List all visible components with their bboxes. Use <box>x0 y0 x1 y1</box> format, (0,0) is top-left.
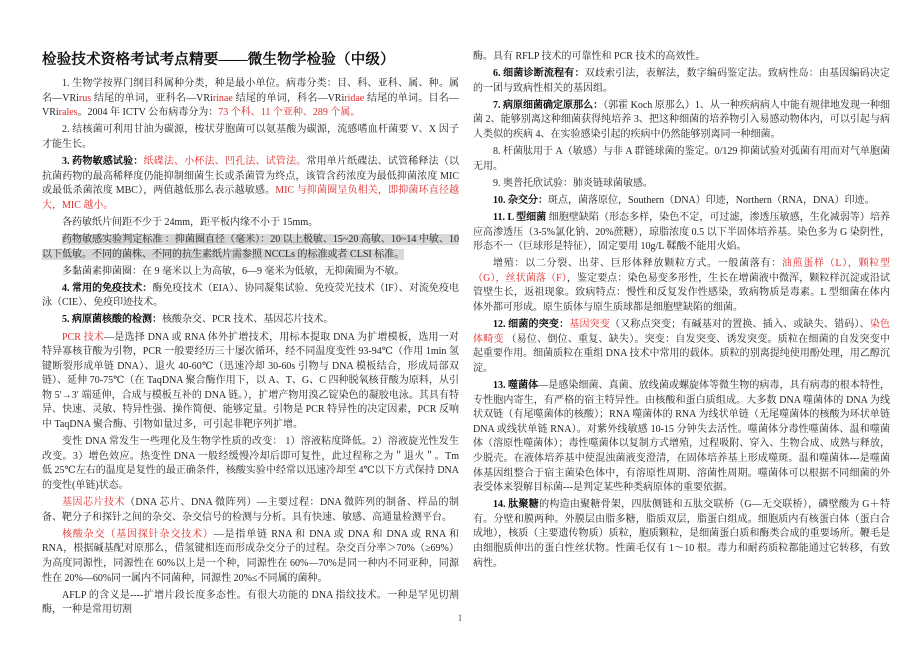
text-run: PCR 技术 <box>62 331 105 343</box>
text-run: 1. 生物学按界门纲目科属种分类，种是最小单位。病毒分类：目、科、亚科、属、种。属名—VRi <box>42 78 459 104</box>
text-run: 染色体畸变 <box>473 319 891 345</box>
text-run: 13. 噬菌体 <box>493 379 539 391</box>
paragraph <box>473 50 890 65</box>
text-run: 药物敏感实验判定标准 ：抑菌圈直径（毫米）：20 以上极敏、15~20 高敏、10~14 中敏、10 以下低敏。不同的菌株、不同的抗生素纸片需参照 NCCLs 的标准或者 CLSI 标准。 <box>42 233 459 260</box>
text-run: 4. 常用的免疫技术： <box>62 282 153 294</box>
text-run: rinae <box>212 92 233 104</box>
text-run: ridae <box>344 92 365 104</box>
paragraph <box>473 99 890 143</box>
text-run: （郭霍 Koch 原那么）1、从一种疾病病人中能有规律地发现一种细菌 2、能够别离这种细菌获得纯培养 3、把这种细菌的培养物引入易感动物体内，可以引起与病人类似的疾病 4、在实验感染引起的疾病中仍然能够别离同一种细菌。 <box>473 99 890 140</box>
paragraph <box>42 155 459 213</box>
text-run: 酶。具有 RFLP 技术的可靠性和 PCR 技术的高效性。 <box>473 51 706 62</box>
paragraph <box>42 265 459 280</box>
text-run: 8. 杆菌肽用于 A（敏感）与非 A 群链球菌的鉴定。0/129 抑菌试验对弧菌有用而对气单胞菌无用。 <box>473 146 890 172</box>
paragraph <box>42 331 459 433</box>
text-run: —是感染细菌、真菌、放线菌或螺旋体等微生物的病毒，具有病毒的根本特性，专性胞内寄生，有严格的宿主特异性。由核酸和蛋白质组成。大多数 DNA 噬菌体的 DNA 为线状双链（有尾噬菌体的核酸）；RNA 噬菌体的 RNA 为线状单链（无尾噬菌体的核酸为环状单链 DNA 或线状单链 RNA）。对紫外线敏感 10-15 分钟失去活性。噬菌体分毒性噬菌体、温和噬菌体（溶原性噬菌体）；毒性噬菌体以复制方式增殖，过程吸附、穿入、生物合成、成熟与释放，少脱壳。在液体培养基中使混浊菌液变澄清，在固体培养基上形成噬斑。温和噬菌体---是噬菌体基因组整合于宿主菌染色体中，有溶原性周期、溶菌性周期。噬菌体可以根据不同细菌的外表受体来裂解目标菌---是判定某些种类病原体的重要依据。 <box>473 379 891 494</box>
text-run: 结尾的单词。目名—VRi <box>42 92 459 119</box>
paragraph <box>473 257 890 315</box>
text-run: rales <box>58 107 78 119</box>
text-run: 多黏菌素抑菌圈：在 9 毫米以上为高敏，6—9 毫米为低敏，无抑菌圈为不敏。 <box>62 265 405 277</box>
text-run: 2. 结核菌可利用甘油为碳源，梭状芽胞菌可以氨基酸为碳源，流感嗜血杆菌要 V、X 因子才能生长。 <box>42 124 459 150</box>
paragraph <box>42 528 459 586</box>
text-run: 纸碟法、小杯法、凹孔法、试管法。 <box>143 155 307 167</box>
paragraph <box>42 123 459 152</box>
text-run: 结尾的单词，科名—VRi <box>232 92 345 104</box>
text-run: 10. 杂交分： <box>493 194 548 206</box>
text-run: 73 个科、11 个亚种、289 个属。 <box>218 107 361 119</box>
text-run: 各药敏纸片间距不少于 24mm，距平板内缘不小于 15mm。 <box>62 216 319 228</box>
text-run: 14. 肽聚糖 <box>493 499 540 511</box>
paragraph <box>473 211 890 255</box>
text-run: 5. 病原菌核酸的检测： <box>62 314 162 326</box>
paragraph <box>473 379 890 496</box>
paragraph <box>473 318 890 376</box>
text-run: 11. L 型细菌 <box>493 211 547 223</box>
paragraph <box>42 216 459 231</box>
text-run: 核酸杂交（基因探针杂交技术） <box>62 528 214 540</box>
text-run: 9. 奥普托欣试验：肺炎链球菌敏感。 <box>493 177 653 189</box>
text-run: 7. 病原细菌确定原那么： <box>493 99 604 111</box>
text-run: 变性 DNA 常发生一些理化及生物学性质的改变： 1）溶液粘度降低。2）溶液旋光性发生改变。3）增色效应。热变性 DNA 一般经缓慢冷却后即可复性，此过程称之为＂退火＂。Tm 低 25℃左右的温度是复性的最正确条件，核酸实验中经常以迅速冷却至 4℃以下方式保持 DNA 的变性(单链)状态。 <box>42 436 459 491</box>
page-number: 1 <box>457 613 463 623</box>
paragraph <box>473 498 890 571</box>
text-run: —是选择 DNA 或 RNA 体外扩增技术，用标本提取 DNA 为扩增模板，选用一对特异寡核苷酸为引物，PCR 一般要经历三十屡次循环，经不同温度变性 93-94℃（作用 1min 氢键断裂形成单链 DNA）、退火 40-60℃（迅速冷却 30-60s 引物与 DNA 模板结合，形成局部双链）、延伸 70-75℃（在 TaqDNA 聚合酶作用下，以 A、T、G、C 四种脱氧核苷酸为原料，从引物 5′→3′ 端延伸，合成与模板互补的 DNA 链。），扩增产物用溴乙锭染色的凝胶电泳。其具有特异、快速、灵敏、特异性强、操作简便、能够定量。引物是 PCR 特异性的决定因素，PCR 反响中 TaqDNA 聚合酶、引物如量过多，可引起非靶序列扩增。 <box>42 331 459 431</box>
paragraph <box>42 313 459 328</box>
text-run: AFLP 的含义是----扩增片段长度多态性。有很大功能的 DNA 指纹技术。一种是罕见切割酶，一种是常用切割 <box>42 589 459 616</box>
text-run: 基因突变 <box>569 319 611 331</box>
text-run: 核酸杂交、PCR 技术、基因芯片技术。 <box>162 314 334 326</box>
text-run: 。2004 年 ICTV 公布病毒分为： <box>77 107 219 119</box>
text-run: 结尾的单词，亚科名—VRi <box>91 92 213 104</box>
text-run: 3. 药物敏感试验： <box>62 155 144 167</box>
column-left <box>42 50 459 620</box>
text-run: 油煎蛋样（L），颗粒型（G），丝状菌落（F） <box>473 258 891 284</box>
text-run: 斑点，菌落原位，Southern（DNA）印迹，Northern（RNA，DNA）印迹。 <box>548 194 875 206</box>
text-run: 常用单片纸碟法、试管稀释法（以抗菌药物的最高稀释度仍能抑制细菌生长或杀菌管为终点，该管含药浓度为最低抑菌浓度 MIC 或最低杀菌浓度 MBC），两值越低那么表示越敏感。 <box>42 155 460 197</box>
page-title: 检验技术资格考试考点精要——微生物学检验（中级） <box>42 52 395 68</box>
paragraph <box>42 435 459 493</box>
text-run: 增殖：以二分裂、出芽、巨形体释放颗粒方式。一般菌落有： <box>493 258 782 270</box>
text-run: 12. 细菌的突变： <box>493 319 570 331</box>
paragraph <box>473 177 890 192</box>
text-run: ，鉴定要点：染色易变多形性，生长在增菌液中微浑，颗粒样沉淀或沿试管壁生长，返祖现象。致病特点：慢性和反复发作性感染，致病物质是毒素。L 型细菌在体内体外都可形成。原生质体与原生质球都是细胞壁缺陷的细菌。 <box>473 272 890 313</box>
text-run: 6. 细菌诊断流程有： <box>493 68 585 80</box>
text-run: 酶免疫技术（EIA）、协同凝集试验、免疫荧光技术（IF）、对流免疫电泳（CIE）、免疫印迹技术。 <box>42 282 460 309</box>
text-run: 的构造由聚糖骨架，四肽侧链和五肽交联桥（G—无交联桥），磷壁酸为 G＋特有。分壁和膜两种。外膜层由脂多糖，脂质双层，脂蛋白组成。细胞质内有核蛋白体（蛋白合成地），核质（主要遗传物质）质粒，胞质颗粒，是细菌蛋白质和酶类合成的重要场所。鞭毛是由细胞质伸出的蛋白性丝状物。性菌毛仅有 1～10 根。毒力和耐药质粒都能通过它转移，有致病性。 <box>473 499 890 569</box>
text-run: 细胞壁缺陷（形态多样，染色不定，可过滤，渗透压敏感，生化减弱等）培养应高渗透压（3-5%氯化钠、20%蔗糖），琼脂浓度 0.5 以下半固体培养基。染色多为 G 染阴性，形态不一（巨球形是特征），固定要用 10g/L 鞣酸不能用火焰。 <box>473 211 890 253</box>
paragraph <box>42 282 459 311</box>
text-run: —是指单链 RNA 和 DNA 或 DNA 和 DNA 或 RNA 和 RNA，根据碱基配对原那么，借氢键相连而形成杂交分子的过程。杂交百分率＞70%（≥69%）为高度同源性，同源性在 60%以上是一个种，同源性在 60%—70%是同一种内不同亚种，同源性在 20%—60%同一属内不同菌种，同源性 20%≤不同属的菌种。 <box>42 528 460 584</box>
paragraph <box>42 496 459 525</box>
text-run: rus <box>78 92 92 104</box>
document-body <box>42 50 890 620</box>
text-run: 双歧索引法，表解法，数字编码鉴定法。致病性岛：由基因编码决定的一团与致病性相关的基因组。 <box>473 68 891 94</box>
text-run: （易位、倒位、重复、缺失）。突变：自发突变、诱发突变。质粒在细菌的自发突变中起重要作用。细菌质粒在重组 DNA 技术中常用的载体。质粒的别离提纯使用酚处理，用乙醇沉淀。 <box>473 333 891 374</box>
text-run: （DNA 芯片、DNA 微阵列）—主要过程：DNA 微阵列的制备、样品的制备、靶分子和探针之间的杂交、杂交信号的检测与分析。具有快速、敏感、高通量检测平台。 <box>42 497 459 523</box>
paragraph <box>473 67 890 96</box>
text-run: （又称点突变；有碱基对的置换、插入、或缺失、错码）、 <box>610 319 870 331</box>
paragraph <box>42 233 459 262</box>
paragraph <box>473 194 890 209</box>
text-run: MIC 与抑菌圈呈负相关，即抑菌环直径越大，MIC 越小。 <box>42 185 459 211</box>
paragraph <box>473 145 890 174</box>
column-right <box>473 50 890 620</box>
paragraph <box>42 77 459 121</box>
text-run: 基因芯片技术 <box>62 497 125 509</box>
